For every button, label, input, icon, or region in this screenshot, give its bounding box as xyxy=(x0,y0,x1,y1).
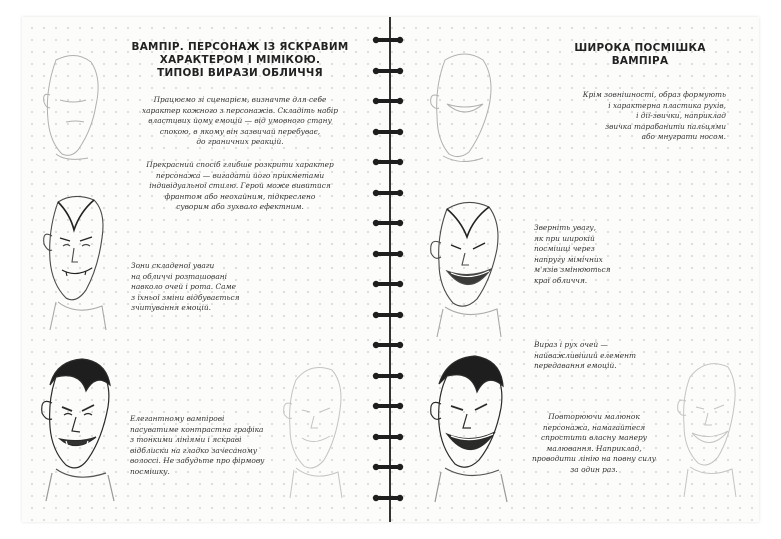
repeat-paragraph xyxy=(524,412,664,476)
text-line: з тонкими лініями і яскраві xyxy=(130,435,242,445)
text-line: передавання емоцій. xyxy=(534,361,617,371)
binding-ring xyxy=(372,280,404,288)
binding-ring xyxy=(372,158,404,166)
vampire-sketch-outline-right xyxy=(425,48,505,168)
title-line: ХАРАКТЕРОМ І МІМІКОЮ. xyxy=(159,54,321,66)
binding-ring xyxy=(372,341,404,349)
text-line: навколо очей і рота. Саме xyxy=(131,282,237,292)
binding-ring xyxy=(372,372,404,380)
style-paragraph xyxy=(135,160,345,213)
text-line: спростити власну манеру xyxy=(541,433,647,443)
text-line: за один раз. xyxy=(570,464,618,474)
text-line: посмішку. xyxy=(130,466,170,476)
elegant-paragraph xyxy=(130,414,270,478)
text-line: Працюємо зі сценарієм, визначте для себе xyxy=(153,95,327,104)
eyes-paragraph xyxy=(534,340,664,372)
text-line: пасуватиме контрастна графіка xyxy=(130,424,264,434)
text-line: на обличчі розташовані xyxy=(131,271,227,281)
text-line: спокою, в якому він зазвичай перебуває, xyxy=(159,126,321,136)
title-line: ТИПОВІ ВИРАЗИ ОБЛИЧЧЯ xyxy=(157,67,323,79)
vampire-sketch-outline-1 xyxy=(36,50,106,165)
text-line: Крім зовнішності, образ формують xyxy=(582,90,726,99)
text-line: персонажа, намагайтеся xyxy=(542,422,646,432)
attention-paragraph xyxy=(534,223,644,287)
binding-ring xyxy=(372,67,404,75)
text-line: зчитування емоцій. xyxy=(131,303,211,313)
text-line: волоссі. Не забудьте про фірмову xyxy=(130,456,265,466)
binding-ring xyxy=(372,219,404,227)
binding-ring xyxy=(372,463,404,471)
text-line: м'язів змінюються xyxy=(534,265,611,275)
binding-ring xyxy=(372,494,404,502)
text-line: індивідуальної стилю. Герой може вивитися xyxy=(149,181,331,191)
title-line: ВАМПІР. ПЕРСОНАЖ ІЗ ЯСКРАВИМ xyxy=(131,41,349,53)
text-line: Повторюючи малюнок xyxy=(548,412,640,421)
text-line: найважливіший елемент xyxy=(534,350,636,360)
text-line: з їхньої зміни відбувається xyxy=(131,292,240,302)
text-line: властивих йому емоцій — від умовного стану xyxy=(148,116,332,126)
right-intro-paragraph xyxy=(560,90,726,143)
left-page-title xyxy=(130,41,350,80)
text-line: малювання. Наприклад, xyxy=(546,443,642,453)
vampire-sketch-smile-2 xyxy=(425,352,520,507)
vampire-sketch-3 xyxy=(36,355,121,505)
text-line: Елегантному вампірові xyxy=(130,414,225,423)
text-line: проводити лінію на повну силу xyxy=(532,454,656,464)
text-line: і характерна пластика рухів, xyxy=(608,100,726,110)
vampire-sketch-faint-left xyxy=(278,360,348,500)
text-line: краї обличчя. xyxy=(534,275,588,285)
text-line: і дії-звички, наприклад xyxy=(636,111,726,121)
binding-ring xyxy=(372,402,404,410)
text-line: Вираз і рух очей — xyxy=(534,340,608,349)
vampire-sketch-smile-1 xyxy=(425,195,515,340)
binding-ring xyxy=(372,128,404,136)
right-page-title: ШИРОКА ПОСМІШКА ВАМПІРА xyxy=(574,42,706,67)
text-line: персонажа — вигадати його прикметами xyxy=(155,170,325,180)
text-line: як при широкій xyxy=(534,233,595,243)
text-line: суворим або зухвало ефектним. xyxy=(176,202,304,212)
vampire-sketch-2 xyxy=(36,190,116,335)
binding-ring xyxy=(372,250,404,258)
text-line: або мнуграти носом. xyxy=(641,132,726,142)
intro-paragraph xyxy=(135,95,345,148)
page-fold xyxy=(389,17,391,522)
text-line: напругу мімічних xyxy=(534,254,603,264)
text-line: звичка тарабанити пальцями xyxy=(605,121,726,131)
text-line: франтом або неохайним, підкреслено xyxy=(164,191,316,201)
binding-ring xyxy=(372,97,404,105)
text-line: Зверніть увагу, xyxy=(534,223,596,232)
text-line: відблиски на гладко зачесаному xyxy=(130,445,258,455)
text-line: до граничних реакцій. xyxy=(196,137,284,147)
text-line: Зони складеної уваги xyxy=(131,261,215,270)
binding-ring xyxy=(372,36,404,44)
vampire-sketch-faint-right xyxy=(672,355,742,500)
binding-ring xyxy=(372,311,404,319)
focus-paragraph xyxy=(131,261,261,314)
binding-ring xyxy=(372,433,404,441)
text-line: посмішці через xyxy=(534,244,595,254)
text-line: характер кожного з персонажів. Складіть набір xyxy=(141,105,339,115)
binding-ring xyxy=(372,189,404,197)
text-line: Прекрасний спосіб глибше розкрити характер xyxy=(146,160,334,169)
